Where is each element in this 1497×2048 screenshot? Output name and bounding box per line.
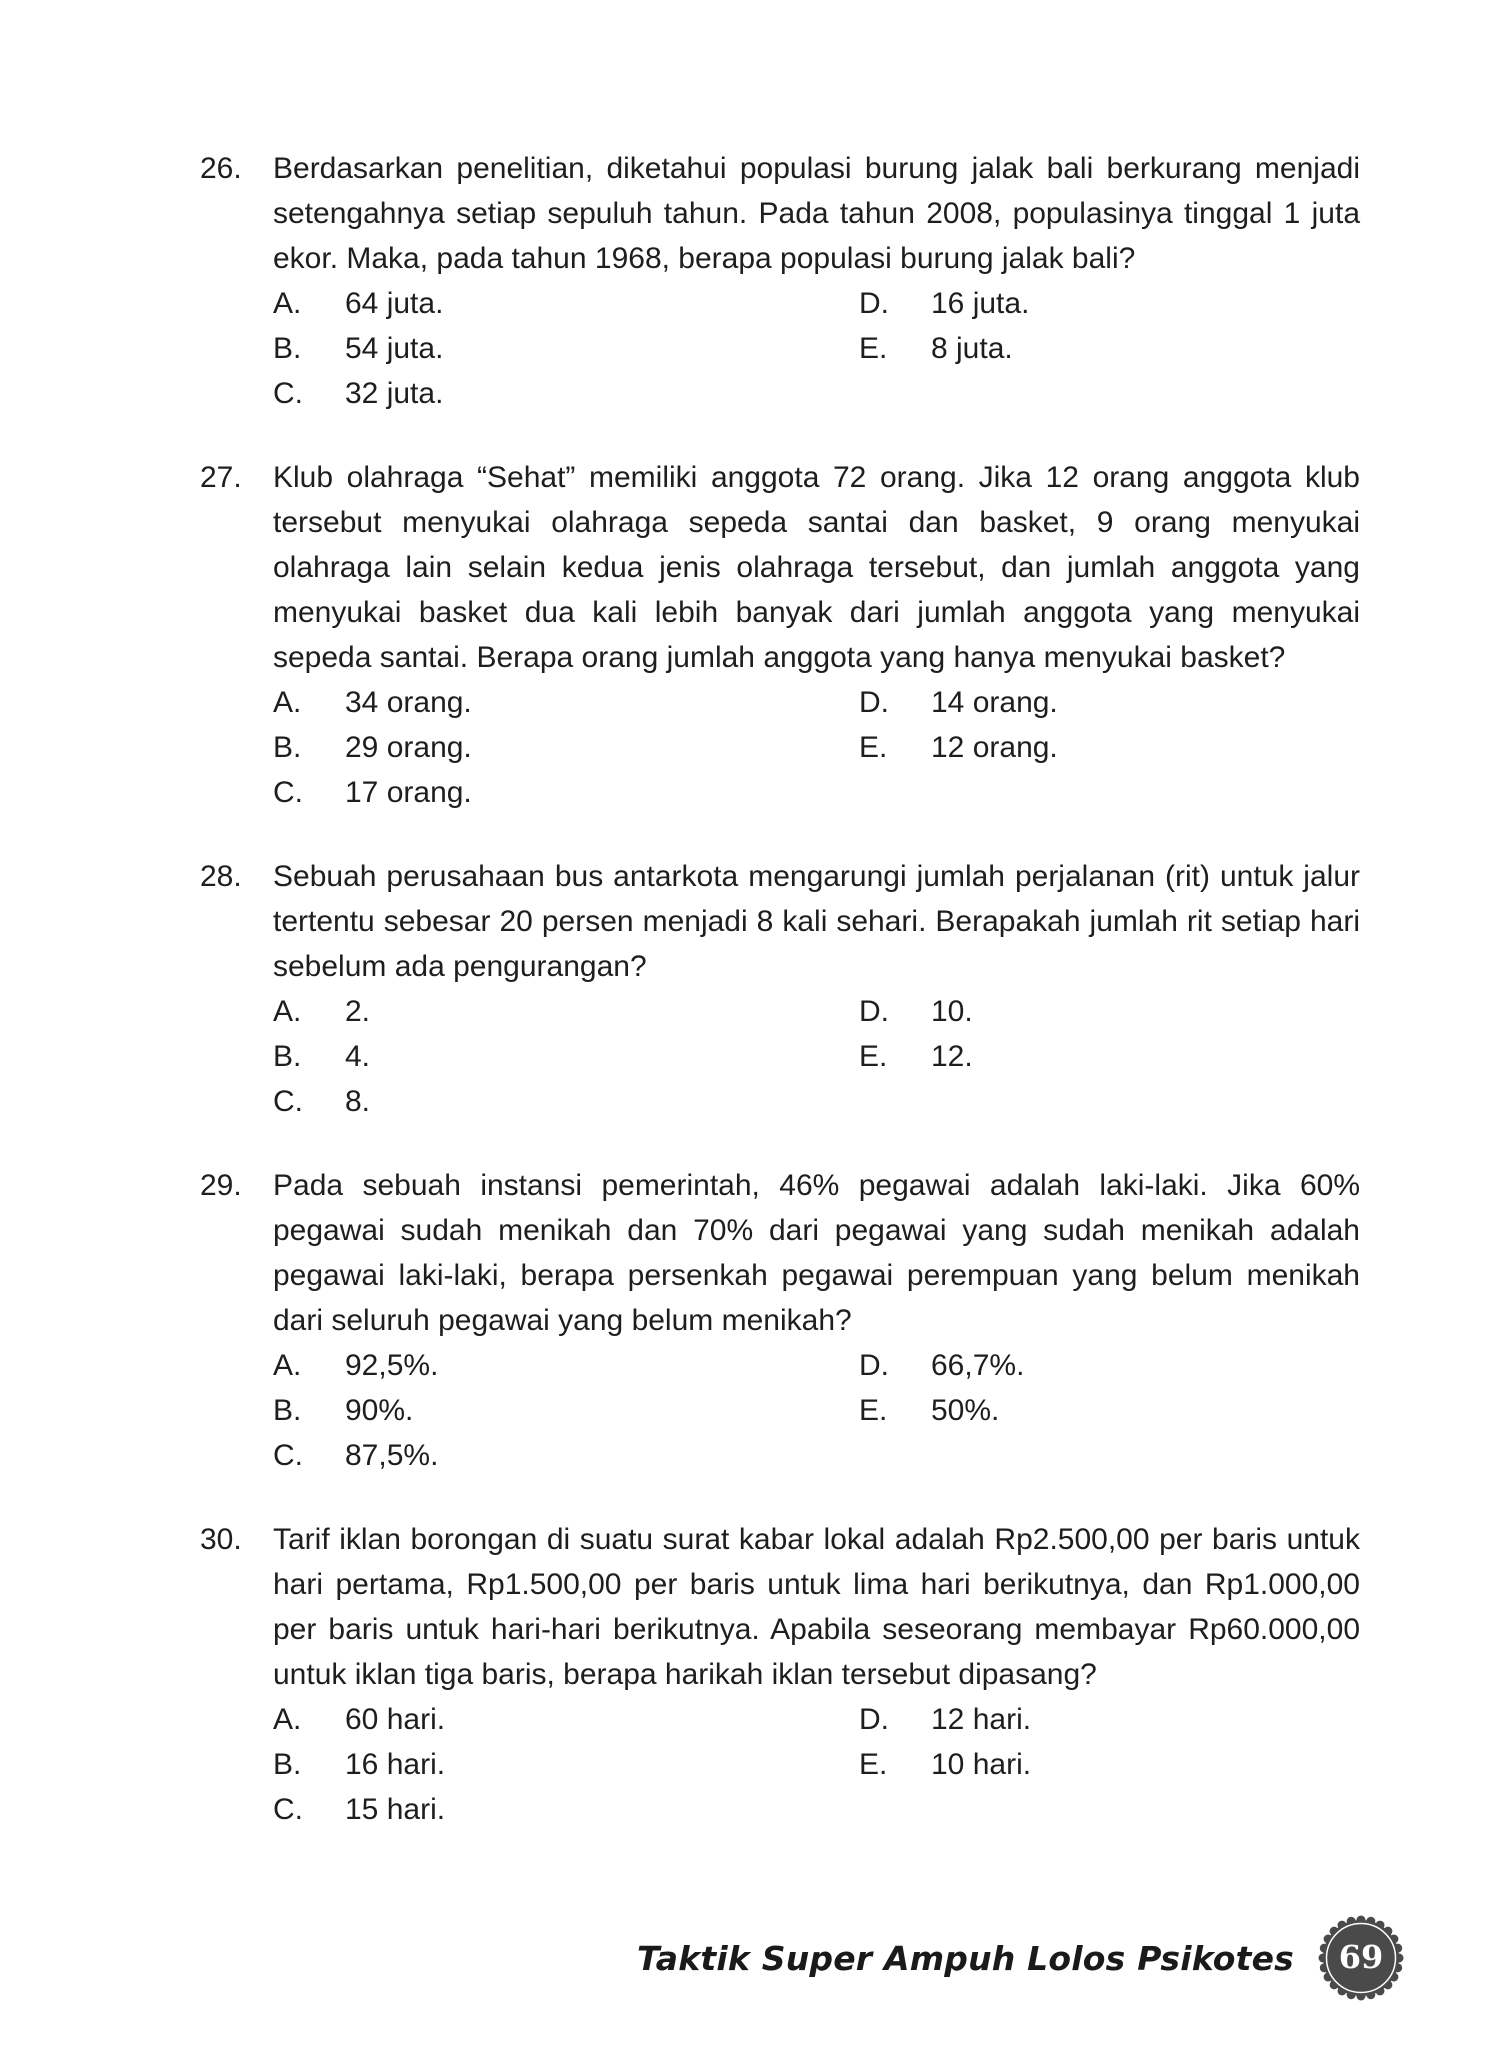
option-text: 15 hari. — [345, 1793, 446, 1826]
answer-options — [273, 989, 1360, 1124]
answer-options — [273, 1343, 1360, 1478]
option-text: 29 orang. — [345, 731, 472, 764]
question-29 — [200, 1163, 1360, 1478]
question-text: Pada sebuah instansi pemerintah, 46% pegawai adalah laki-laki. Jika 60% pegawai sudah menikah dan 70% dari pegawai yang sudah menikah adalah pegawai laki-laki, berapa persenkah pegawai perempuan yang belum menikah dari seluruh pegawai yang belum menikah? — [273, 1169, 1360, 1337]
question-text: Tarif iklan borongan di suatu surat kabar lokal adalah Rp2.500,00 per baris untuk hari pertama, Rp1.500,00 per baris untuk lima hari berikutnya, dan Rp1.000,00 per baris untuk hari-hari berikutnya. Apabila seseorang membayar Rp60.000,00 untuk iklan tiga baris, berapa harikah iklan tersebut dipasang? — [273, 1523, 1360, 1691]
option-e — [859, 1742, 1031, 1787]
option-e — [859, 1034, 973, 1079]
page-number: 69 — [1338, 1938, 1384, 1976]
question-number: 29. — [200, 1169, 242, 1202]
question-number: 28. — [200, 860, 242, 893]
option-b — [273, 725, 472, 770]
question-text: Klub olahraga “Sehat” memiliki anggota 72 orang. Jika 12 orang anggota klub tersebut menyukai olahraga sepeda santai dan basket, 9 orang menyukai olahraga lain selain kedua jenis olahraga tersebut, dan jumlah anggota yang menyukai basket dua kali lebih banyak dari jumlah anggota yang menyukai sepeda santai. Berapa orang jumlah anggota yang hanya menyukai basket? — [273, 461, 1360, 674]
option-e — [859, 725, 1058, 770]
option-text: 16 hari. — [345, 1748, 446, 1781]
question-number: 30. — [200, 1523, 242, 1556]
option-letter: A. — [273, 1349, 302, 1382]
answer-options — [273, 281, 1360, 416]
option-letter: C. — [273, 1793, 303, 1826]
option-e — [859, 326, 1013, 371]
option-text: 12 hari. — [931, 1703, 1032, 1736]
answer-options — [273, 680, 1360, 815]
option-letter: A. — [273, 287, 302, 320]
option-c — [273, 1787, 445, 1832]
question-text: Berdasarkan penelitian, diketahui populasi burung jalak bali berkurang menjadi setengahnya setiap sepuluh tahun. Pada tahun 2008, populasinya tinggal 1 juta ekor. Maka, pada tahun 1968, berapa populasi burung jalak bali? — [273, 152, 1360, 275]
option-row — [273, 680, 1360, 725]
option-row — [273, 1697, 1360, 1742]
option-letter: A. — [273, 1703, 302, 1736]
question-26 — [200, 146, 1360, 416]
option-text: 92,5%. — [345, 1349, 439, 1382]
option-text: 16 juta. — [931, 287, 1030, 320]
option-row — [273, 770, 1360, 815]
option-letter: E. — [859, 731, 888, 764]
option-e — [859, 1388, 999, 1433]
option-text: 12 orang. — [931, 731, 1058, 764]
option-letter: B. — [273, 1394, 302, 1427]
option-a — [273, 1697, 445, 1742]
option-a — [273, 1343, 438, 1388]
option-letter: B. — [273, 332, 302, 365]
option-letter: D. — [859, 686, 889, 719]
option-row — [273, 725, 1360, 770]
option-text: 14 orang. — [931, 686, 1058, 719]
question-number: 26. — [200, 152, 242, 185]
option-text: 90%. — [345, 1394, 414, 1427]
page-number-badge — [1318, 1915, 1404, 2001]
option-letter: E. — [859, 1394, 888, 1427]
option-d — [859, 1697, 1031, 1742]
option-row — [273, 371, 1360, 416]
option-text: 34 orang. — [345, 686, 472, 719]
option-c — [273, 1433, 438, 1478]
option-letter: D. — [859, 287, 889, 320]
option-letter: B. — [273, 731, 302, 764]
option-letter: C. — [273, 1439, 303, 1472]
option-d — [859, 281, 1029, 326]
option-text: 10 hari. — [931, 1748, 1032, 1781]
question-30 — [200, 1517, 1360, 1832]
option-letter: B. — [273, 1748, 302, 1781]
option-row — [273, 989, 1360, 1034]
option-row — [273, 1034, 1360, 1079]
option-c — [273, 1079, 370, 1124]
option-text: 32 juta. — [345, 377, 444, 410]
option-text: 87,5%. — [345, 1439, 439, 1472]
option-row — [273, 326, 1360, 371]
option-text: 8 juta. — [931, 332, 1013, 365]
option-text: 54 juta. — [345, 332, 444, 365]
option-text: 66,7%. — [931, 1349, 1025, 1382]
option-text: 4. — [345, 1040, 371, 1073]
option-letter: D. — [859, 1703, 889, 1736]
option-row — [273, 1433, 1360, 1478]
option-b — [273, 326, 443, 371]
option-d — [859, 1343, 1024, 1388]
option-letter: C. — [273, 1085, 303, 1118]
option-b — [273, 1742, 445, 1787]
option-text: 50%. — [931, 1394, 1000, 1427]
option-text: 64 juta. — [345, 287, 444, 320]
option-letter: E. — [859, 1040, 888, 1073]
option-text: 10. — [931, 995, 973, 1028]
question-28 — [200, 854, 1360, 1124]
option-text: 8. — [345, 1085, 371, 1118]
option-text: 2. — [345, 995, 371, 1028]
option-letter: B. — [273, 1040, 302, 1073]
option-d — [859, 680, 1058, 725]
option-c — [273, 770, 472, 815]
answer-options — [273, 1697, 1360, 1832]
book-title: Taktik Super Ampuh Lolos Psikotes — [637, 1939, 1294, 1978]
option-text: 60 hari. — [345, 1703, 446, 1736]
option-letter: E. — [859, 1748, 888, 1781]
option-b — [273, 1388, 413, 1433]
option-letter: E. — [859, 332, 888, 365]
option-a — [273, 989, 370, 1034]
option-d — [859, 989, 973, 1034]
question-text: Sebuah perusahaan bus antarkota mengarungi jumlah perjalanan (rit) untuk jalur tertentu sebesar 20 persen menjadi 8 kali sehari. Berapakah jumlah rit setiap hari sebelum ada pengurangan? — [273, 860, 1360, 983]
question-number: 27. — [200, 461, 242, 494]
option-letter: D. — [859, 1349, 889, 1382]
option-letter: C. — [273, 377, 303, 410]
option-row — [273, 1079, 1360, 1124]
option-a — [273, 281, 443, 326]
option-b — [273, 1034, 370, 1079]
option-letter: A. — [273, 686, 302, 719]
option-row — [273, 1388, 1360, 1433]
option-a — [273, 680, 472, 725]
option-text: 12. — [931, 1040, 973, 1073]
option-letter: A. — [273, 995, 302, 1028]
option-letter: D. — [859, 995, 889, 1028]
option-text: 17 orang. — [345, 776, 472, 809]
option-row — [273, 281, 1360, 326]
option-row — [273, 1343, 1360, 1388]
option-c — [273, 371, 443, 416]
question-27 — [200, 455, 1360, 815]
option-letter: C. — [273, 776, 303, 809]
option-row — [273, 1787, 1360, 1832]
option-row — [273, 1742, 1360, 1787]
